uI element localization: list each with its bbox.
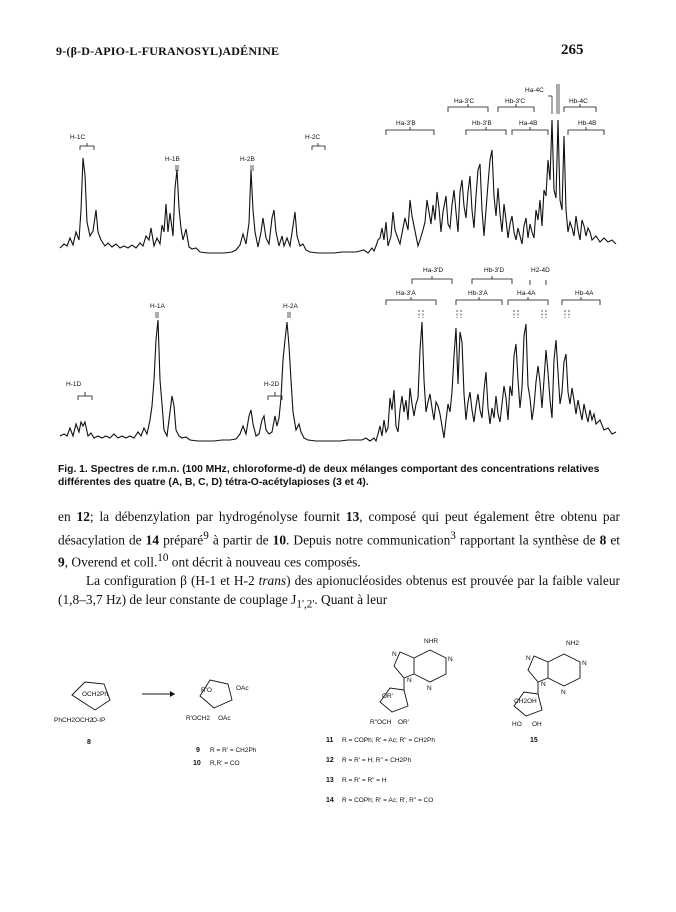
label-ha4b: Ha-4B [519, 120, 538, 127]
compound-8-structure [54, 682, 110, 746]
svg-text:R = R' = R" = H: R = R' = R" = H [342, 777, 387, 784]
svg-text:14: 14 [326, 797, 334, 804]
svg-text:R = R' = H; R" = CH2Ph: R = R' = H; R" = CH2Ph [342, 757, 412, 764]
svg-text:8: 8 [87, 739, 91, 746]
svg-text:R = R' = CH2Ph: R = R' = CH2Ph [210, 747, 257, 754]
svg-text:10: 10 [193, 760, 201, 767]
svg-text:OAc: OAc [218, 715, 231, 722]
label-ha3b: Ha-3'B [396, 120, 416, 127]
label-h2a: H-2A [283, 303, 298, 310]
svg-text:N: N [561, 689, 566, 696]
svg-text:9: 9 [196, 747, 200, 754]
svg-text:R'O: R'O [201, 687, 212, 694]
svg-text:R = COPh; R' = Ac; R" = CH2P: R = COPh; R' = Ac; R" = CH2Ph [342, 737, 435, 744]
svg-text:OR': OR' [382, 693, 393, 700]
svg-text:NH2: NH2 [566, 640, 580, 647]
svg-text:12: 12 [326, 757, 334, 764]
label-hb3c: Hb-3'C [505, 98, 526, 105]
svg-text:15: 15 [530, 737, 538, 744]
svg-text:R,R' = CO: R,R' = CO [210, 760, 240, 767]
label-hb4c: Hb-4C [569, 98, 588, 105]
running-title: 9-(β-D-APIO-L-FURANOSYL)ADÉNINE [56, 44, 280, 58]
svg-text:N: N [392, 651, 397, 658]
label-ha3d: Ha-3'D [423, 267, 444, 274]
label-hb4b: Hb-4B [578, 120, 597, 127]
label-ha3c: Ha-3'C [454, 98, 475, 105]
svg-text:HO: HO [512, 721, 522, 728]
svg-text:R'OCH2: R'OCH2 [186, 715, 210, 722]
svg-text:CH2OH: CH2OH [514, 698, 537, 705]
label-hb3b: Hb-3'B [472, 120, 492, 127]
paragraph-1: en 12; la débenzylation par hydrogénolyse fournit 13, composé qui peut également être obtenu par désacylation de 14 préparé$^9$ à partir de 10. Depuis notre communication$^3$ rapportant la synthèse de 8 et 9, Overend et coll.$^{10}$ ont décrit à nouveau ces composés. [58, 509, 621, 570]
svg-text:OCH2Ph: OCH2Ph [82, 691, 109, 698]
svg-text:OR': OR' [398, 719, 409, 726]
compound-9-10-structure [186, 680, 257, 767]
svg-text:PhCH2OCH2: PhCH2OCH2 [54, 717, 94, 724]
compound-legends [326, 737, 435, 804]
label-ha3a: Ha-3'A [396, 290, 416, 297]
nucleoside-11-14-structure [370, 638, 453, 726]
svg-text:N: N [407, 677, 412, 684]
label-h2c: H-2C [305, 134, 321, 141]
compound-15-structure [512, 640, 587, 744]
svg-text:R = COPh; R' = Ac; R', R" =: R = COPh; R' = Ac; R', R" = CO [342, 797, 434, 804]
label-h2b: H-2B [240, 156, 255, 163]
label-h1b: H-1B [165, 156, 180, 163]
label-h1c: H-1C [70, 134, 86, 141]
svg-text:N: N [526, 655, 531, 662]
label-ha4c: Ha-4C [525, 87, 544, 94]
label-h24d: H2-4D [531, 267, 550, 274]
paragraph-2: La configuration β (H-1 et H-2 trans) des apionucléosides obtenus est prouvée par la faible valeur (1,8–3,7 Hz) de leur constante de couplage $J_{1',2'}$. Quant à leur [58, 573, 620, 611]
svg-text:R"OCH: R"OCH [370, 719, 392, 726]
svg-text:NHR: NHR [424, 638, 439, 645]
label-ha4a: Ha-4A [517, 290, 536, 297]
label-h2d: H-2D [264, 381, 280, 388]
svg-text:OAc: OAc [236, 685, 249, 692]
svg-text:N: N [541, 681, 546, 688]
caption-lead: Fig. 1. [58, 464, 88, 475]
page-number: 265 [561, 42, 584, 58]
label-h1a: H-1A [150, 303, 165, 310]
label-hb3a: Hb-3'A [468, 290, 488, 297]
label-hb3d: Hb-3'D [484, 267, 505, 274]
svg-text:N: N [427, 685, 432, 692]
svg-text:O-IP: O-IP [92, 717, 106, 724]
svg-text:OH: OH [532, 721, 542, 728]
svg-text:11: 11 [326, 737, 334, 744]
svg-text:N: N [448, 656, 453, 663]
svg-text:N: N [582, 660, 587, 667]
label-h1d: H-1D [66, 381, 82, 388]
caption-text: Spectres de r.m.n. (100 MHz, chloroforme-d) de deux mélanges comportant des concentrations relatives différentes des quatre (A, B, C, D) tétra-O-acétylapioses (3 et 4). [58, 464, 600, 488]
svg-text:13: 13 [326, 777, 334, 784]
label-hb4a: Hb-4A [575, 290, 594, 297]
